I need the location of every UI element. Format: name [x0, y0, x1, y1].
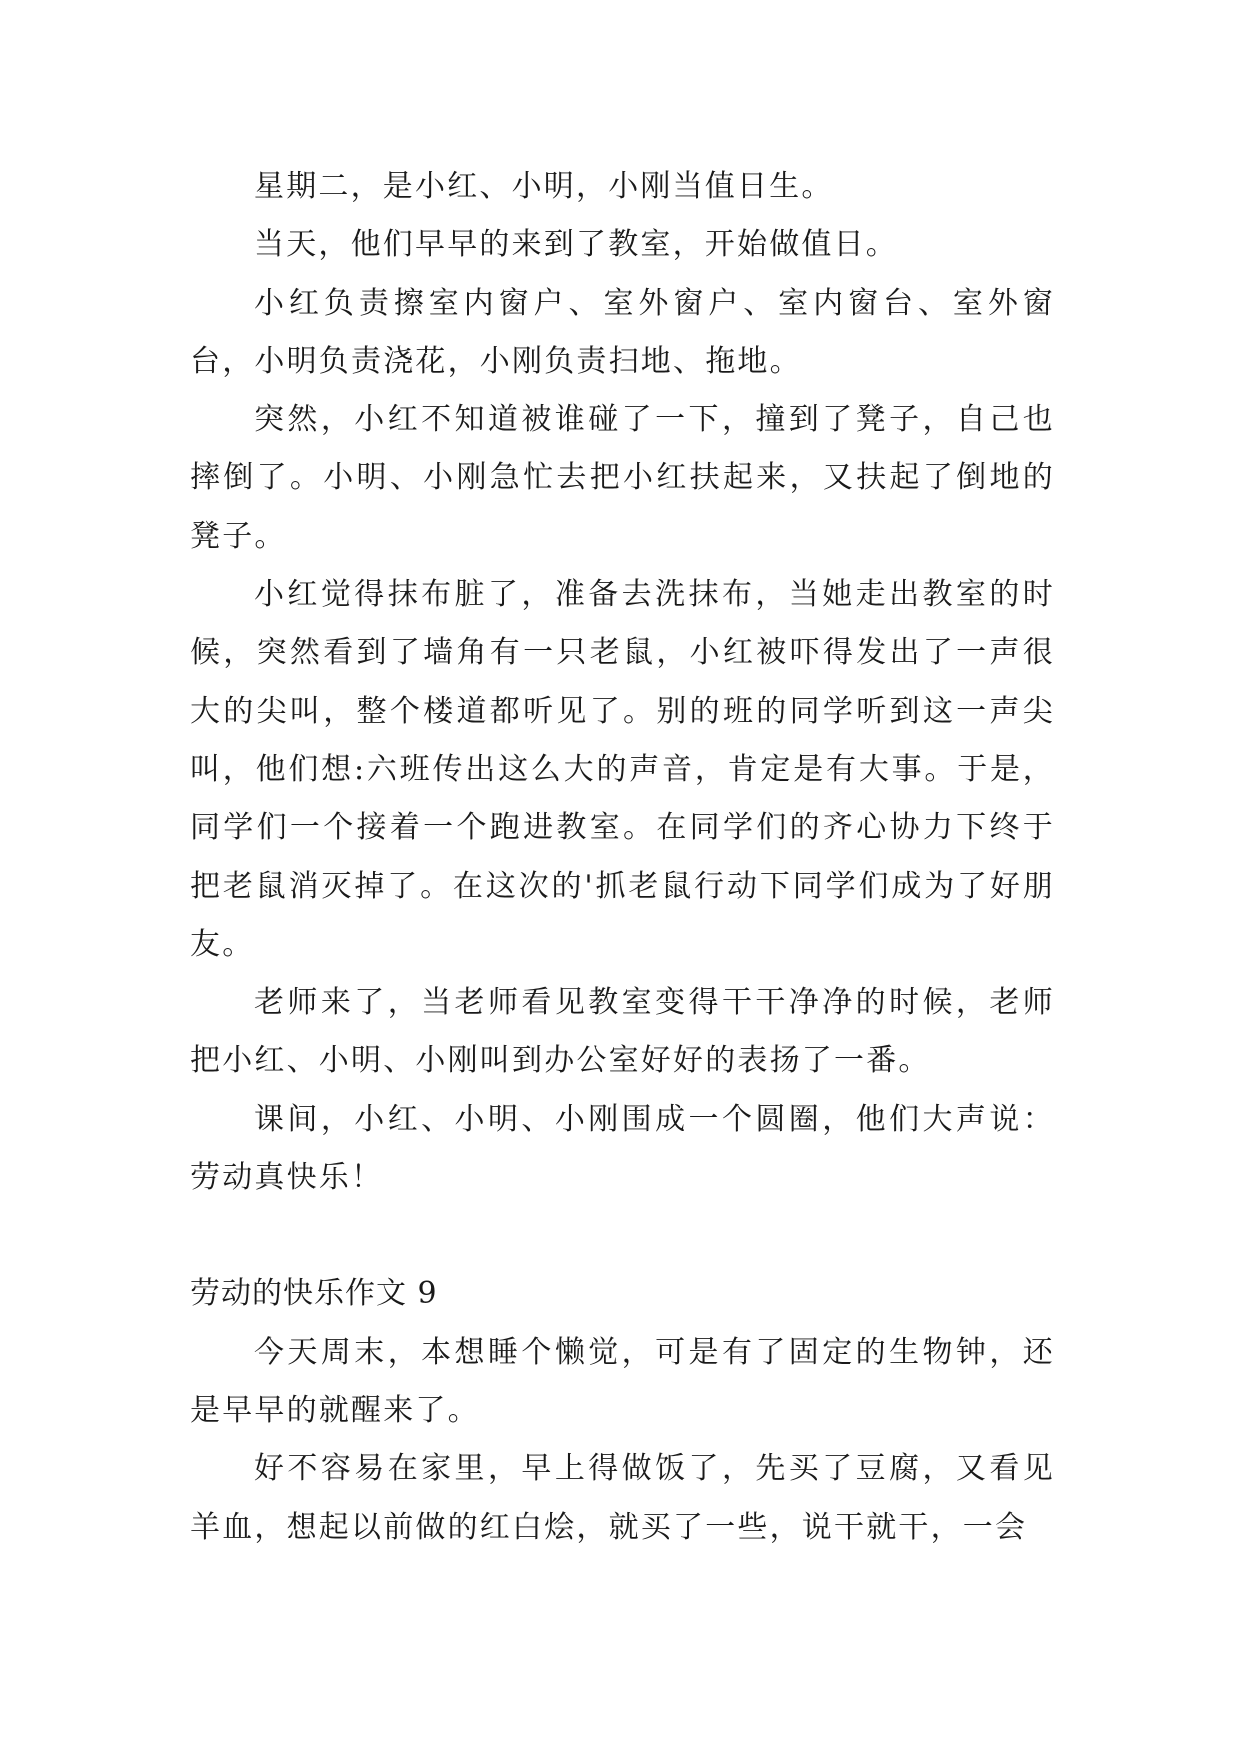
- paragraph: 星期二，是小红、小明，小刚当值日生。: [254, 169, 834, 204]
- paragraph: 小红负责擦室内窗户、室外窗户、室内窗台、室外窗台，小明负责浇花，小刚负责扫地、拖地。: [190, 285, 1055, 379]
- paragraph: 老师来了，当老师看见教室变得干干净净的时候，老师把小红、小明、小刚叫到办公室好好的表扬了一番。: [190, 985, 1055, 1079]
- paragraph: 小红觉得抹布脏了，准备去洗抹布，当她走出教室的时候，突然看到了墙角有一只老鼠，小红被吓得发出了一声很大的尖叫，整个楼道都听见了。别的班的同学听到这一声尖叫，他们想:六班传出这么大的声音，肯定是有大事。于是，同学们一个接着一个跑进教室。在同学们的齐心协力下终于把老鼠消灭掉了。在这次的'抓老鼠行动下同学们成为了好朋友。: [190, 577, 1055, 962]
- section-gap: [190, 1207, 1055, 1265]
- paragraph: 突然，小红不知道被谁碰了一下，撞到了凳子，自己也摔倒了。小明、小刚急忙去把小红扶起来，又扶起了倒地的凳子。: [190, 402, 1055, 554]
- paragraph: 好不容易在家里，早上得做饭了，先买了豆腐，又看见羊血，想起以前做的红白烩，就买了一些，说干就干，一会: [190, 1451, 1055, 1545]
- section-title: 劳动的快乐作文 9: [190, 1276, 438, 1312]
- paragraph: 当天，他们早早的来到了教室，开始做值日。: [254, 227, 898, 263]
- paragraph: 今天周末，本想睡个懒觉，可是有了固定的生物钟，还是早早的就醒来了。: [190, 1334, 1055, 1428]
- document-body: [190, 158, 1055, 1557]
- paragraph: 课间，小红、小明、小刚围成一个圆圈，他们大声说：劳动真快乐！: [190, 1101, 1055, 1196]
